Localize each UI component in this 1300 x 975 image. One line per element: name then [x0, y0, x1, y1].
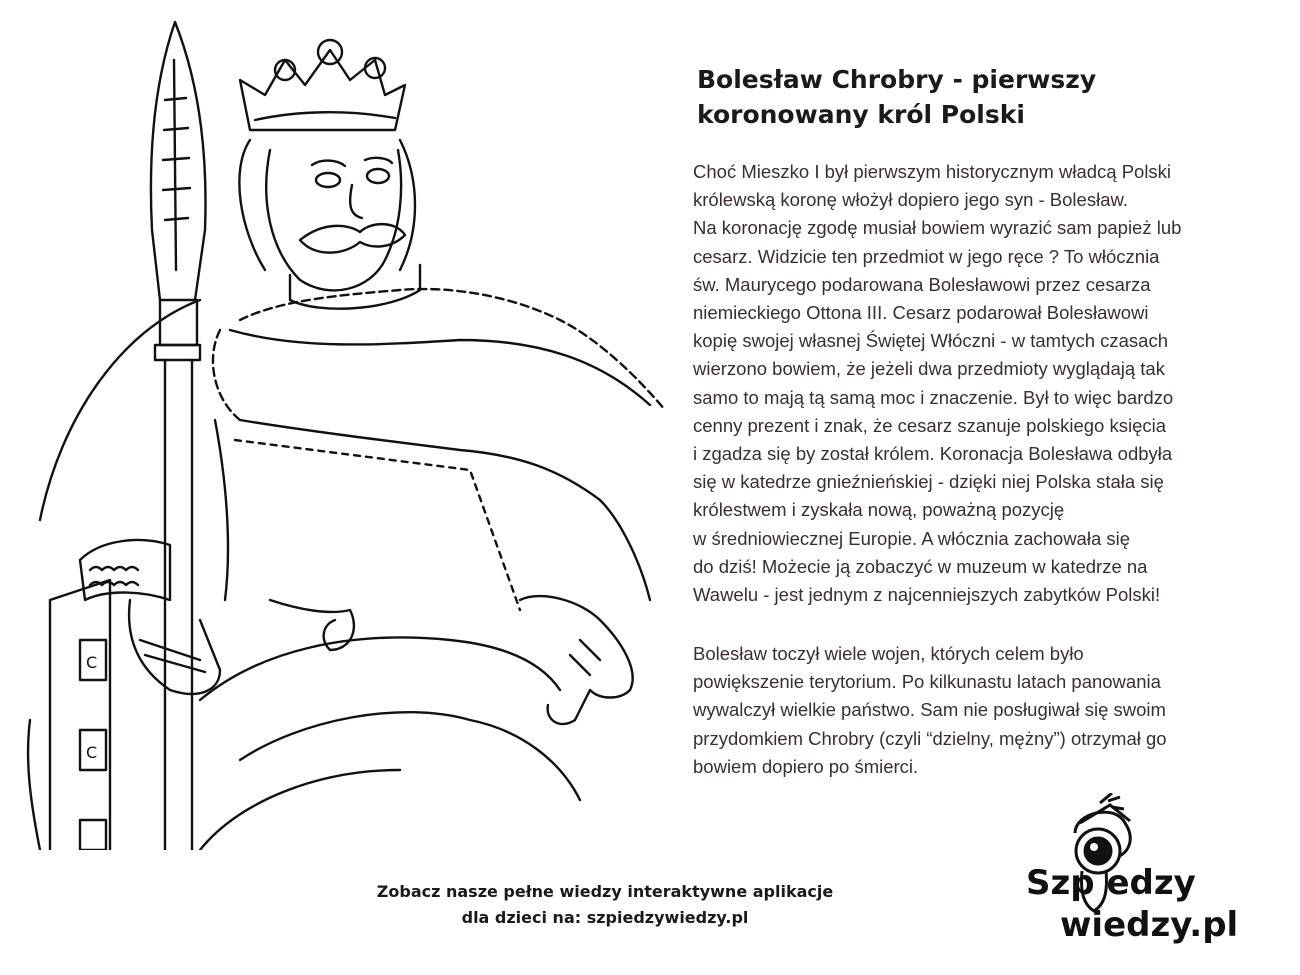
article-paragraph-2: Bolesław toczył wiele wojen, których celem było powiększenie terytorium. Po kilkunastu latach panowania wywalczył wielkie państwo. Sam nie posługiwał się swoim przydomkiem Chrobry (czyli “dzielny, mężny”) otrzymał go bowiem dopiero po śmierci.: [693, 643, 1167, 777]
footer-line2[interactable]: dla dzieci na: szpiedzywiedzy.pl: [461, 908, 749, 927]
svg-text:C: C: [86, 743, 98, 762]
crown-icon: [240, 40, 405, 130]
king-illustration: [0, 0, 680, 850]
spear-icon: [151, 22, 206, 850]
brand-logo[interactable]: [1020, 793, 1239, 953]
article-title: [697, 62, 1257, 132]
svg-text:C: C: [86, 653, 98, 672]
throne-icon: [50, 580, 110, 850]
logo-text-line1: Szp edzy: [1026, 863, 1196, 903]
face-icon: [239, 140, 420, 309]
logo-text-line2: wiedzy.pl: [1060, 905, 1239, 945]
article-title-line1: Bolesław Chrobry - pierwszy: [697, 65, 1097, 94]
article-title-line2: koronowany król Polski: [697, 100, 1025, 129]
footer-promo: [310, 879, 900, 931]
footer-line1: Zobacz nasze pełne wiedzy interaktywne aplikacje: [376, 882, 834, 901]
article-paragraph-1: Choć Mieszko I był pierwszym historycznym władcą Polski królewską koronę włożył dopiero jego syn - Bolesław. Na koronację zgodę musiał bowiem wyrazić sam papież lub cesarz. Widzicie ten przedmiot w jego ręce ? To włócznia św. Maurycego podarowana Bolesławowi przez cesarza niemieckiego Ottona III. Cesarz podarował Bolesławowi kopię swojej własnej Świętej Włóczni - w tamtych czasach wierzono bowiem, że jeżeli dwa przedmioty wyglądają tak samo to mają tą samą moc i znaczenie. Był to więc bardzo cenny prezent i znak, że cesarz szanuje polskiego księcia i zgadza się by został królem. Koronacja Bolesława odbyła się w katedrze gnieźnieńskiej - dzięki niej Polska stała się królestwem i zyskała nową, poważną pozycję w średniowiecznej Europie. A włócznia zachowała się do dziś! Możecie ją zobaczyć w muzeum w katedrze na Wawelu - jest jednym z najcenniejszych zabytków Polski!: [693, 161, 1182, 606]
